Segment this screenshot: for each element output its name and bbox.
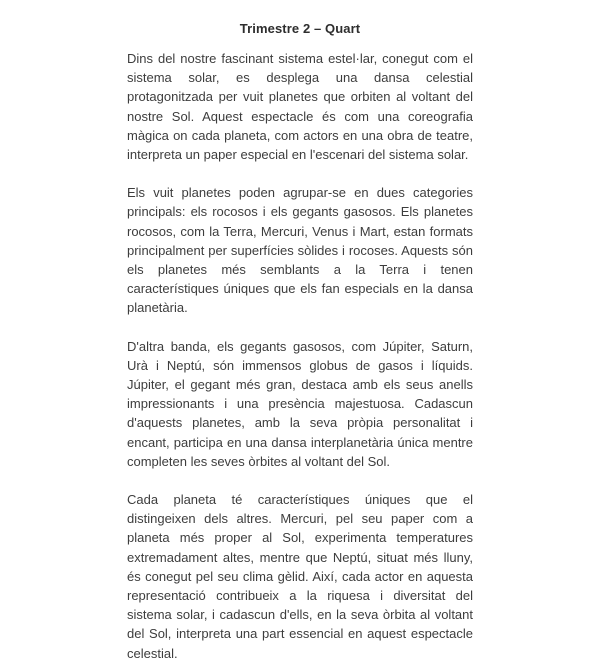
paragraph: Cada planeta té característiques úniques que el distingeixen dels altres. Mercuri, pel seu paper com a planeta més proper al Sol, experimenta temperatures extremadament altes, mentre que Neptú, situat més lluny, és conegut pel seu clima gèlid. Així, cada actor en aquesta representació contribueix a la riquesa i diversitat del sistema solar, i cadascun d'ells, en la seva òrbita al voltant del Sol, interpreta una part essencial en aquest espectacle celestial. xyxy=(127,492,473,661)
document-body xyxy=(127,49,473,663)
paragraph: D'altra banda, els gegants gasosos, com Júpiter, Saturn, Urà i Neptú, són immensos globus de gasos i líquids. Júpiter, el gegant més gran, destaca amb els seus anells impressionants i una presència majestuosa. Cadascun d'aquests planetes, amb la seva pròpia personalitat i encant, participa en una dansa interplanetària única mentre completen les seves òrbites al voltant del Sol. xyxy=(127,338,473,469)
document-page xyxy=(127,0,473,663)
document-title: Trimestre 2 – Quart xyxy=(239,21,361,36)
paragraph: Els vuit planetes poden agrupar-se en dues categories principals: els rocosos i els gegants gasosos. Els planetes rocosos, com la Terra, Mercuri, Venus i Mart, estan formats principalment per superfícies sòlides i rocoses. Aquests són els planetes més semblants a la Terra i tenen característiques úniques que els fan especials en la dansa planetària. xyxy=(127,185,473,316)
paragraph: Dins del nostre fascinant sistema estel·lar, conegut com el sistema solar, es desplega una dansa celestial protagonitzada per vuit planetes que orbiten al voltant del nostre Sol. Aquest espectacle és com una coreografia màgica on cada planeta, com actors en una obra de teatre, interpreta un paper especial en l'escenari del sistema solar. xyxy=(127,51,473,163)
